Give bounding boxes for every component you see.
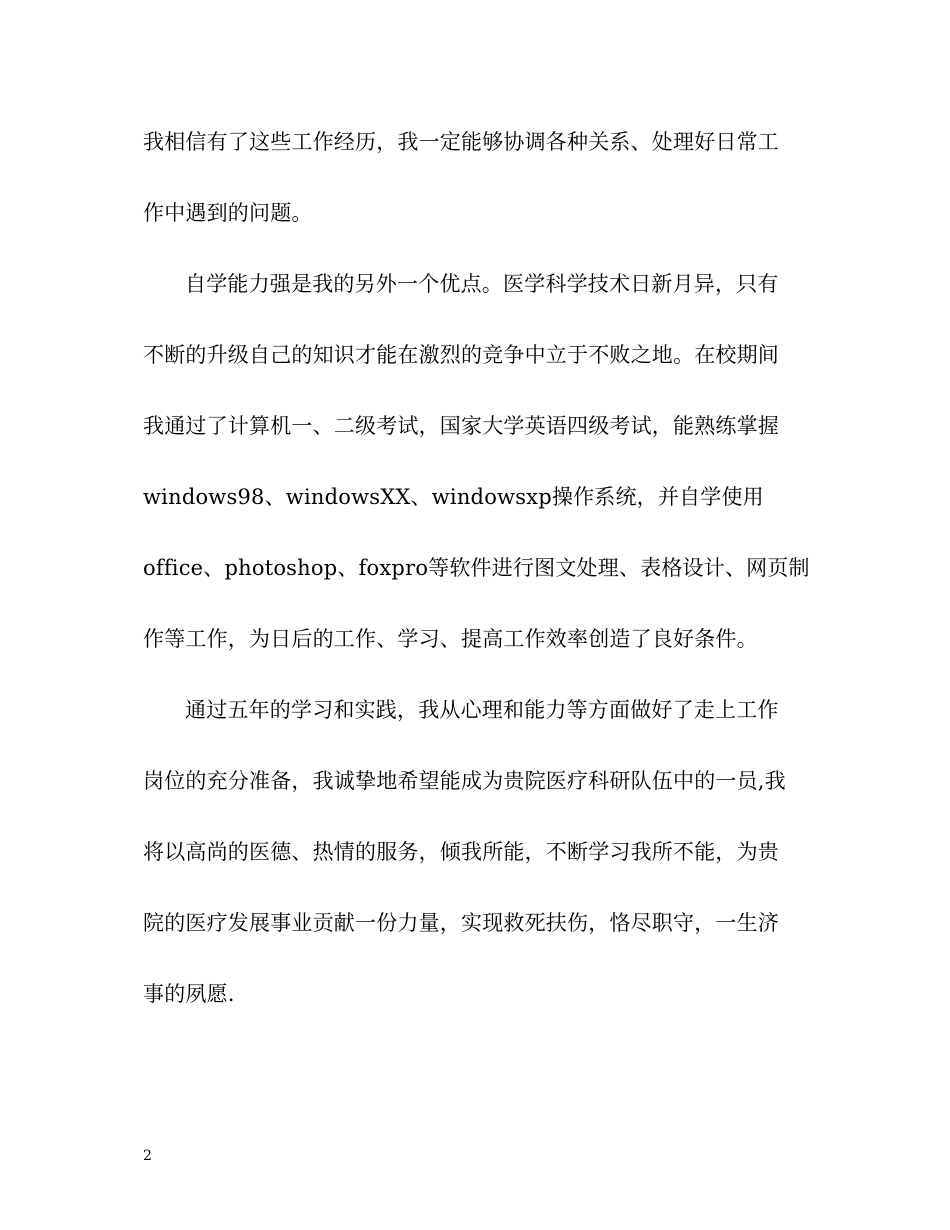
text-line: office、photoshop、foxpro等软件进行图文处理、表格设计、网页制 xyxy=(143,556,810,580)
text-line: 将以高尚的医德、热情的服务，倾我所能，不断学习我所不能，为贵 xyxy=(143,840,779,864)
text-line: 岗位的充分准备，我诚挚地希望能成为贵院医疗科研队伍中的一员,我 xyxy=(143,769,786,793)
page-number: 2 xyxy=(143,1148,152,1164)
text-line: 院的医疗发展事业贡献一份力量，实现救死扶伤，恪尽职守，一生济 xyxy=(143,911,779,935)
text-line: windows98、windowsXX、windowsxp操作系统，并自学使用 xyxy=(143,485,764,509)
text-line: 作等工作，为日后的工作、学习、提高工作效率创造了良好条件。 xyxy=(143,627,758,651)
text-line: 事的夙愿. xyxy=(143,982,235,1006)
body-text xyxy=(143,120,823,1043)
paragraph-start-line: 自学能力强是我的另外一个优点。医学科学技术日新月异，只有 xyxy=(185,272,779,296)
text-line: 我相信有了这些工作经历，我一定能够协调各种关系、处理好日常工 xyxy=(143,130,779,154)
text-line: 不断的升级自己的知识才能在激烈的竞争中立于不败之地。在校期间 xyxy=(143,343,779,367)
paragraph-start-line: 通过五年的学习和实践，我从心理和能力等方面做好了走上工作 xyxy=(185,698,779,722)
text-line: 我通过了计算机一、二级考试，国家大学英语四级考试，能熟练掌握 xyxy=(143,414,779,438)
text-line: 作中遇到的问题。 xyxy=(143,201,313,225)
